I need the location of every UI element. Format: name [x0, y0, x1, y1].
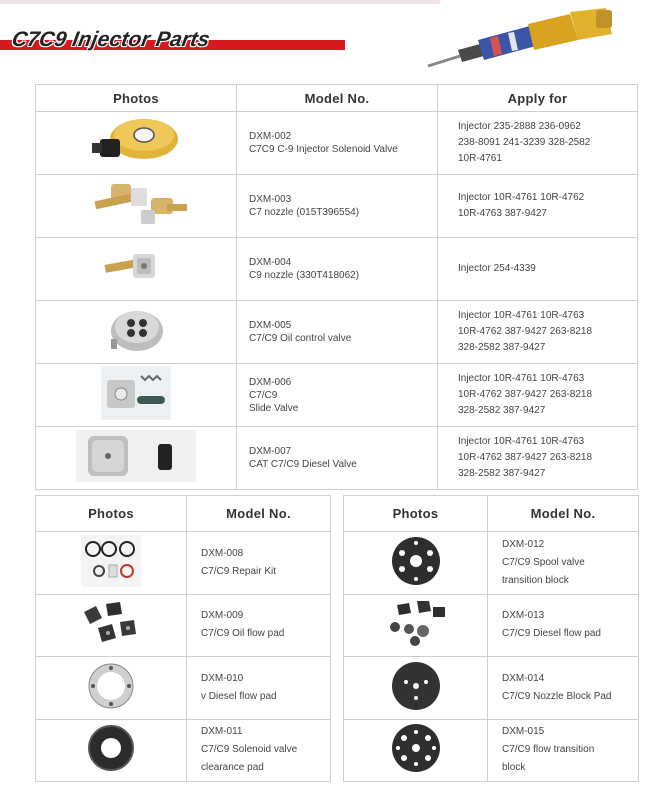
photo-cell: [36, 594, 187, 657]
model-description: C7/C9 Oil control valve: [249, 333, 352, 344]
model-cell: [488, 594, 639, 657]
apply-line: 238-8091 241-3239 328-2582: [458, 137, 591, 148]
table-row: [344, 594, 639, 657]
page-title: C7C9 Injector Parts: [10, 28, 212, 51]
apply-line: 10R-4761: [458, 153, 502, 164]
spool-block-photo: [388, 533, 444, 589]
model-description: block: [502, 762, 526, 774]
table-row: [344, 657, 639, 720]
table-header-row: [344, 496, 639, 532]
right-parts-table: [343, 495, 639, 782]
model-cell: [237, 175, 438, 238]
model-number: DXM-008: [201, 547, 244, 559]
header-photos: Photos: [36, 496, 187, 532]
model-description: C7/C9 Solenoid valve: [201, 744, 298, 756]
apply-line: Injector 10R-4761 10R-4762: [458, 192, 585, 203]
model-description: transition block: [502, 574, 569, 586]
apply-cell: [438, 364, 638, 427]
model-description: C7/C9 Spool valve: [502, 556, 585, 568]
header-model-no: Model No.: [237, 85, 438, 112]
model-description: C7/C9 Repair Kit: [201, 565, 277, 577]
photo-cell: [36, 657, 187, 720]
apply-cell: [438, 301, 638, 364]
model-description: Slide Valve: [249, 402, 299, 414]
model-number: DXM-015: [502, 726, 545, 738]
left-parts-table: [35, 495, 331, 782]
page-title-banner: [0, 28, 350, 52]
model-description: C7/C9 flow transition: [502, 744, 595, 756]
table-row: [36, 112, 638, 175]
header-model-no: Model No.: [187, 496, 331, 532]
model-number: DXM-009: [201, 610, 244, 622]
apply-line: 10R-4762 387-9427 263-8218: [458, 452, 592, 463]
model-cell: [488, 657, 639, 720]
apply-line: 10R-4762 387-9427 263-8218: [458, 326, 592, 337]
photo-cell: [36, 175, 237, 238]
model-number: DXM-005: [249, 320, 292, 331]
oil-control-valve-photo: [101, 303, 171, 357]
diesel-valve-photo: [76, 430, 196, 482]
photo-cell: [36, 238, 237, 301]
apply-line: 328-2582 387-9427: [458, 468, 546, 479]
model-cell: [187, 657, 331, 720]
photo-cell: [344, 594, 488, 657]
table-row: [344, 532, 639, 595]
model-number: DXM-010: [201, 672, 244, 684]
diesel-pads-photo: [381, 597, 451, 649]
photo-cell: [36, 427, 237, 490]
injector-photo: [420, 6, 620, 72]
model-number: DXM-013: [502, 610, 545, 622]
model-number: DXM-011: [201, 726, 243, 738]
nozzle-photo: [81, 176, 191, 232]
table-row: [36, 364, 638, 427]
model-cell: [488, 719, 639, 782]
apply-cell: [438, 427, 638, 490]
model-description: C7/C9 Nozzle Block Pad: [502, 690, 612, 702]
repair-kit-photo: [81, 535, 141, 587]
apply-line: 328-2582 387-9427: [458, 342, 546, 353]
apply-line: Injector 254-4339: [458, 263, 536, 274]
model-cell: [187, 594, 331, 657]
apply-line: Injector 10R-4761 10R-4763: [458, 436, 585, 447]
apply-line: Injector 235-2888 236-0962: [458, 121, 581, 132]
photo-cell: [36, 532, 187, 595]
model-cell: [237, 364, 438, 427]
model-cell: [237, 112, 438, 175]
model-number: DXM-002: [249, 131, 292, 142]
model-description: C7C9 C-9 Injector Solenoid Valve: [249, 144, 398, 155]
nozzle-photo: [101, 242, 171, 292]
model-number: DXM-003: [249, 194, 292, 205]
header-apply-for: Apply for: [438, 85, 638, 112]
table-header-row: [36, 85, 638, 112]
model-description: C7/C9 Diesel flow pad: [502, 628, 601, 640]
nozzle-block-pad-photo: [388, 658, 444, 714]
slide-valve-photo: [101, 366, 171, 420]
model-number: DXM-004: [249, 257, 292, 268]
model-number: DXM-012: [502, 538, 545, 550]
model-cell: [187, 532, 331, 595]
solenoid-valve-photo: [86, 113, 186, 169]
apply-line: Injector 10R-4761 10R-4763: [458, 310, 585, 321]
header-model-no: Model No.: [488, 496, 639, 532]
photo-cell: [36, 719, 187, 782]
model-cell: [237, 427, 438, 490]
model-description: C7/C9: [249, 389, 278, 401]
model-description: C7/C9 Oil flow pad: [201, 628, 285, 640]
table-row: [36, 301, 638, 364]
flow-transition-block-photo: [388, 720, 444, 776]
apply-line: Injector 10R-4761 10R-4763: [458, 373, 585, 384]
table-header-row: [36, 496, 331, 532]
table-row: [36, 175, 638, 238]
photo-cell: [36, 112, 237, 175]
table-row: [36, 427, 638, 490]
model-number: DXM-006: [249, 376, 292, 388]
model-cell: [488, 532, 639, 595]
apply-line: 10R-4762 387-9427 263-8218: [458, 389, 592, 400]
model-cell: [187, 719, 331, 782]
table-row: [36, 719, 331, 782]
table-row: [36, 594, 331, 657]
model-number: DXM-007: [249, 446, 292, 457]
apply-line: 10R-4763 387-9427: [458, 208, 547, 219]
model-description: clearance pad: [201, 762, 264, 774]
model-description: C9 nozzle (330T418062): [249, 270, 360, 281]
apply-line: 328-2582 387-9427: [458, 405, 546, 416]
table-row: [36, 657, 331, 720]
main-parts-table: [35, 84, 638, 490]
model-cell: [237, 301, 438, 364]
model-description: C7 nozzle (015T396554): [249, 207, 360, 218]
photo-cell: [36, 301, 237, 364]
photo-cell: [344, 719, 488, 782]
table-row: [36, 532, 331, 595]
model-description: v Diesel flow pad: [201, 690, 277, 702]
header-photos: Photos: [344, 496, 488, 532]
apply-cell: [438, 238, 638, 301]
diesel-flow-pad-photo: [84, 659, 138, 713]
clearance-pad-photo: [84, 721, 138, 775]
photo-cell: [36, 364, 237, 427]
apply-cell: [438, 112, 638, 175]
model-description: CAT C7/C9 Diesel Valve: [249, 459, 357, 470]
oil-flow-pad-photo: [76, 598, 146, 648]
photo-cell: [344, 532, 488, 595]
table-row: [36, 238, 638, 301]
apply-cell: [438, 175, 638, 238]
table-row: [344, 719, 639, 782]
header-photos: Photos: [36, 85, 237, 112]
photo-cell: [344, 657, 488, 720]
model-number: DXM-014: [502, 672, 545, 684]
model-cell: [237, 238, 438, 301]
top-divider: [0, 0, 440, 4]
